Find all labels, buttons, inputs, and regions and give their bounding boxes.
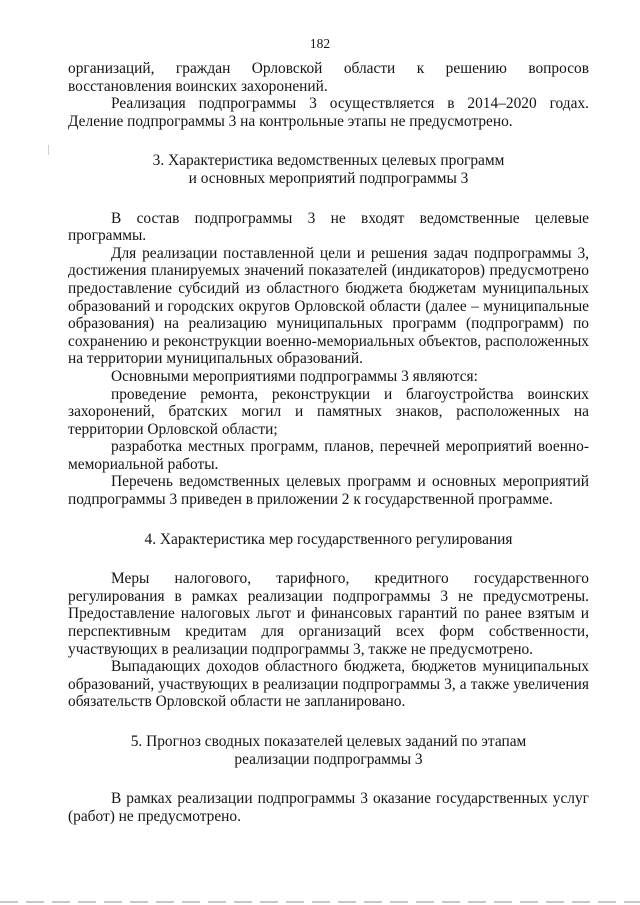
- section-4-heading: 4. Характеристика мер государственного регулирования: [144, 530, 513, 548]
- section-4-paragraph-1: Меры налогового, тарифного, кредитного государственного регулирования в рамках реализации подпрограммы 3 не предусмотрены. Предоставление налоговых льгот и финансовых гарантий по ранее взятым и перспективным кредитам для организаций всех форм собственности, участвующих в реализации подпрограммы 3, также не предусмотрено.: [68, 570, 589, 658]
- spacer: [68, 768, 589, 790]
- intro-paragraph-2: Реализация подпрограммы 3 осуществляется в 2014–2020 годах. Деление подпрограммы 3 на контрольные этапы не предусмотрено.: [68, 95, 589, 130]
- section-5-heading-line-1: 5. Прогноз сводных показателей целевых заданий по этапам: [130, 733, 527, 750]
- spacer: [68, 548, 589, 570]
- section-3-paragraph-4: проведение ремонта, реконструкции и благоустройства воинских захоронений, братских могил и памятных знаков, расположенных на территории Орловской области;: [68, 385, 589, 438]
- section-3-heading-line-2: и основных мероприятий подпрограммы 3: [188, 169, 469, 187]
- section-3-paragraph-3: Основными мероприятиями подпрограммы 3 являются:: [111, 367, 478, 385]
- intro-paragraph-1: организаций, граждан Орловской области к решению вопросов восстановления воинских захоронений.: [68, 60, 589, 95]
- section-3-paragraph-5: разработка местных программ, планов, перечней мероприятий военно-мемориальной работы.: [68, 438, 589, 473]
- section-5-paragraph-1: В рамках реализации подпрограммы 3 оказание государственных услуг (работ) не предусмотрено.: [68, 790, 589, 825]
- scan-margin-mark: [48, 145, 49, 155]
- section-3-paragraph-2: Для реализации поставленной цели и решения задач подпрограммы 3, достижения планируемых значений показателей (индикаторов) предусмотрено предоставление субсидий из областного бюджета бюджетам муниципальных образований и городских округов Орловской области (далее – муниципальные образования) на реализацию муниципальных программ (подпрограмм) по сохранению и реконструкции военно-мемориальных объектов, расположенных на территории муниципальных образований.: [68, 244, 589, 368]
- section-5-heading-line-2: реализации подпрограммы 3: [234, 750, 423, 768]
- spacer: [68, 130, 589, 152]
- section-3-heading-line-1: 3. Характеристика ведомственных целевых программ: [152, 152, 505, 170]
- spacer: [68, 188, 589, 210]
- spacer: [68, 509, 589, 531]
- scan-bottom-edge: [0, 901, 640, 903]
- spacer: [68, 711, 589, 733]
- page-number: 182: [309, 36, 331, 51]
- section-3-paragraph-1: В состав подпрограммы 3 не входят ведомственные целевые программы.: [68, 209, 589, 245]
- document-body: [68, 60, 589, 825]
- section-3-paragraph-6: Перечень ведомственных целевых программ и основных мероприятий подпрограммы 3 приведен в приложении 2 к государственной программе.: [68, 473, 589, 509]
- section-4-paragraph-2: Выпадающих доходов областного бюджета, бюджетов муниципальных образований, участвующих в реализации подпрограммы 3, а также увеличения обязательств Орловской области не запланировано.: [68, 658, 589, 711]
